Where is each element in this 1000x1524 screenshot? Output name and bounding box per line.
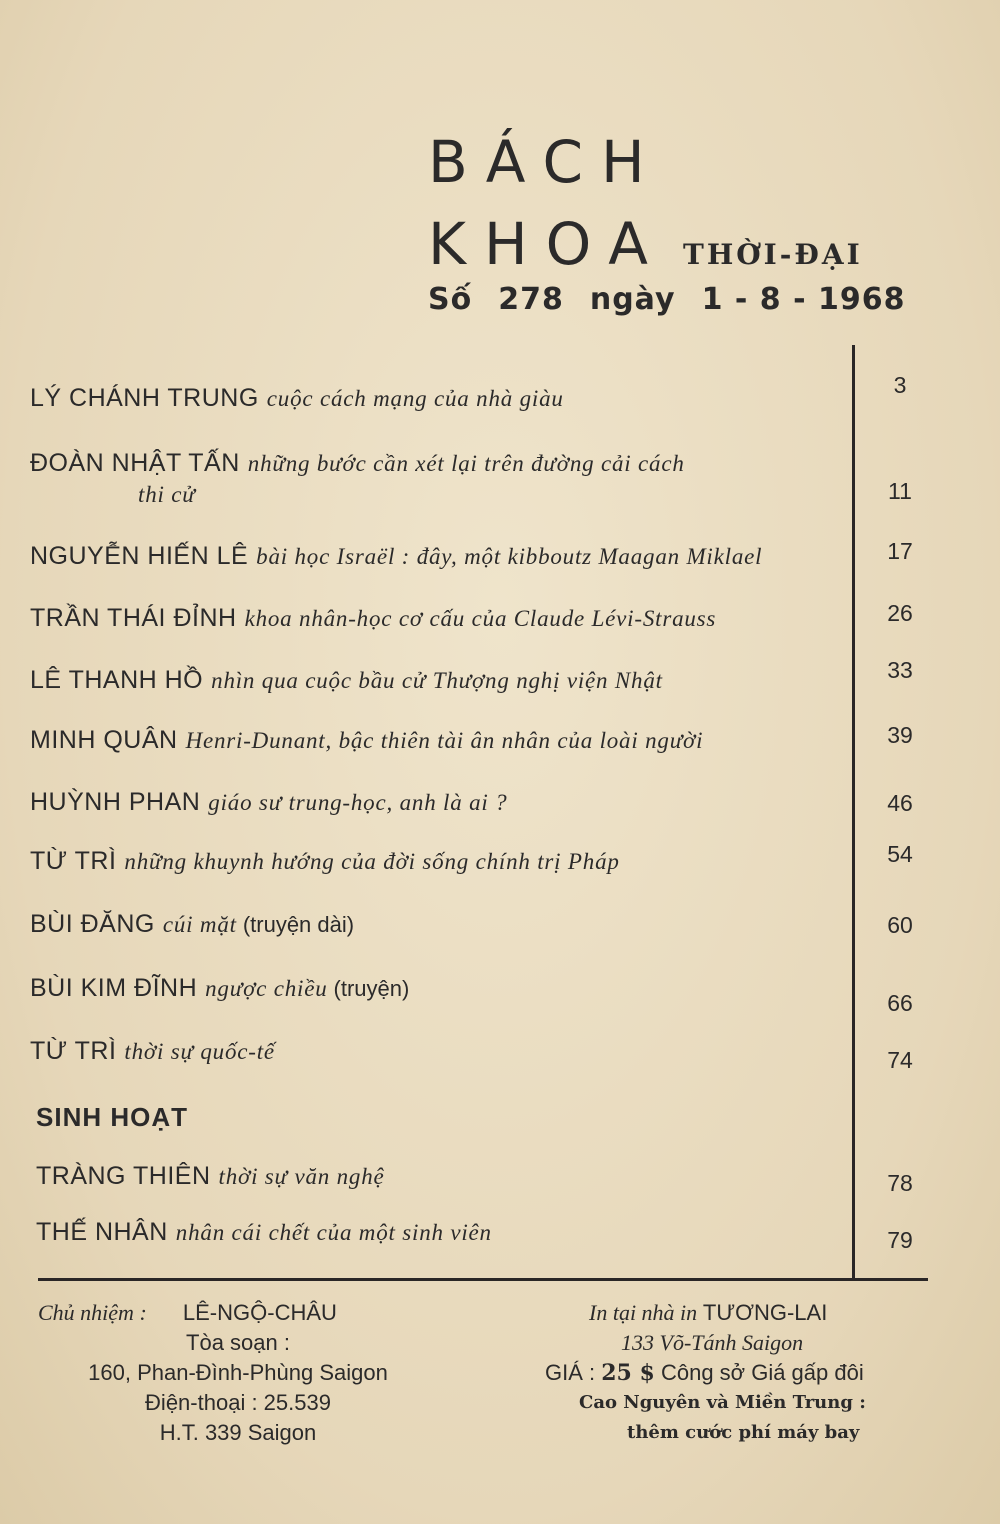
toc-page: 26 [887,600,913,626]
toc-page: 3 [893,372,907,398]
printer-line [535,1298,975,1328]
toc-author: BÙI ĐĂNG [30,910,155,938]
price-note: Công sở Giá gấp đôi [660,1360,864,1385]
masthead-subtitle: THỜI-ĐẠI [683,238,863,271]
surcharge-line-2: thêm cước phí máy bay [627,1422,860,1443]
toc-author: TRÀNG THIÊN [36,1162,211,1190]
toc-title: khoa nhân-học cơ cấu của Claude Lévi-Strauss [244,606,717,631]
issue-number: 278 [498,282,564,317]
toc-author: LÊ THANH HỒ [30,666,204,694]
toc-entry [30,445,840,482]
toc-page: 60 [887,912,913,938]
toc-entry [30,600,840,637]
toc-title: cuộc cách mạng của nhà giàu [266,386,564,411]
price-label: GIÁ : [545,1360,596,1385]
toc-title: Henri-Dunant, bậc thiên tài ân nhân của loài người [185,728,704,753]
surcharge-line-1: Cao Nguyên và Miền Trung : [579,1392,866,1413]
toc-title: bài học Israël : đây, một kibboutz Maagan Miklael [256,544,763,569]
masthead-title-line2: KHOA [428,210,666,278]
toc-author: MINH QUÂN [30,726,178,754]
issue-line [428,282,906,317]
toc-entry [30,784,840,821]
toc-page: 78 [887,1170,913,1196]
toc-author: BÙI KIM ĐĨNH [30,974,198,1002]
toc-page: 11 [888,478,912,504]
toc-author: TRẦN THÁI ĐỈNH [30,604,237,632]
date-label: ngày [589,282,676,317]
director-line [38,1298,438,1328]
issue-date: 1 - 8 - 1968 [701,282,906,317]
toc-title: thời sự quốc-tế [124,1039,275,1064]
toc-page: 39 [887,722,913,748]
toc-extra: (truyện) [333,976,410,1001]
toc-author: LÝ CHÁNH TRUNG [30,384,259,412]
toc-page: 79 [887,1227,913,1253]
toc-author: THẾ NHÂN [36,1218,168,1246]
director-name: LÊ-NGỘ-CHÂU [182,1300,337,1325]
toc-entry [30,538,840,575]
toc-author: ĐOÀN NHẬT TẤN [30,449,240,477]
printer-label: In tại nhà in [589,1300,698,1325]
toc-page: 46 [887,790,913,816]
toc-entry [30,843,840,880]
office-address: 160, Phan-Đình-Phùng Saigon [88,1360,388,1385]
issue-label: Số [428,282,473,317]
toc-title: những bước cần xét lại trên đường cải cách [247,451,685,476]
toc-entry [30,722,840,759]
toc-author: TỪ TRÌ [30,847,117,875]
toc-title: nhân cái chết của một sinh viên [175,1220,492,1245]
toc-author: NGUYỄN HIẾN LÊ [30,542,249,570]
toc-author: TỪ TRÌ [30,1037,117,1065]
section-heading: SINH HOẠT [36,1102,188,1132]
toc-author: HUỲNH PHAN [30,788,201,816]
footer-publisher [38,1298,438,1448]
toc-title: thời sự văn nghệ [218,1164,385,1189]
toc-page: 74 [887,1047,913,1073]
po-box: H.T. 339 Saigon [159,1420,317,1445]
toc-title: giáo sư trung-học, anh là ai ? [208,790,508,815]
director-label: Chủ nhiệm : [38,1300,147,1325]
toc-entry [30,906,840,943]
toc-title: những khuynh hướng của đời sống chính trị Pháp [124,849,620,874]
office-label: Tòa soạn : [186,1330,290,1355]
printer-name: TƯƠNG-LAI [702,1300,828,1325]
toc-title-continuation: thi cử [138,482,196,507]
footer-printer [535,1298,975,1448]
masthead [428,128,863,278]
masthead-title-line1: BÁCH [428,128,663,196]
toc-title: cúi mặt [162,912,237,937]
toc-entry [30,380,840,417]
toc-entry [30,662,840,699]
toc-entry [30,1033,840,1070]
toc-title: ngược chiều [205,976,328,1001]
office-phone: Điện-thoại : 25.539 [145,1390,331,1415]
toc-extra: (truyện dài) [242,912,355,937]
toc-title: nhìn qua cuộc bầu cử Thượng nghị viện Nhật [211,668,663,693]
toc-entry [30,970,840,1007]
toc-entry [36,1158,846,1195]
toc-page: 33 [887,657,913,683]
price-line [535,1358,975,1388]
toc-page: 54 [887,841,913,867]
printer-address: 133 Võ-Tánh Saigon [621,1330,804,1355]
toc-page: 66 [887,990,913,1016]
page-column-divider [852,345,855,1280]
toc-page: 17 [887,538,913,564]
footer-divider [38,1278,928,1281]
toc-entry [36,1214,846,1251]
price-value: 25 $ [601,1360,655,1386]
